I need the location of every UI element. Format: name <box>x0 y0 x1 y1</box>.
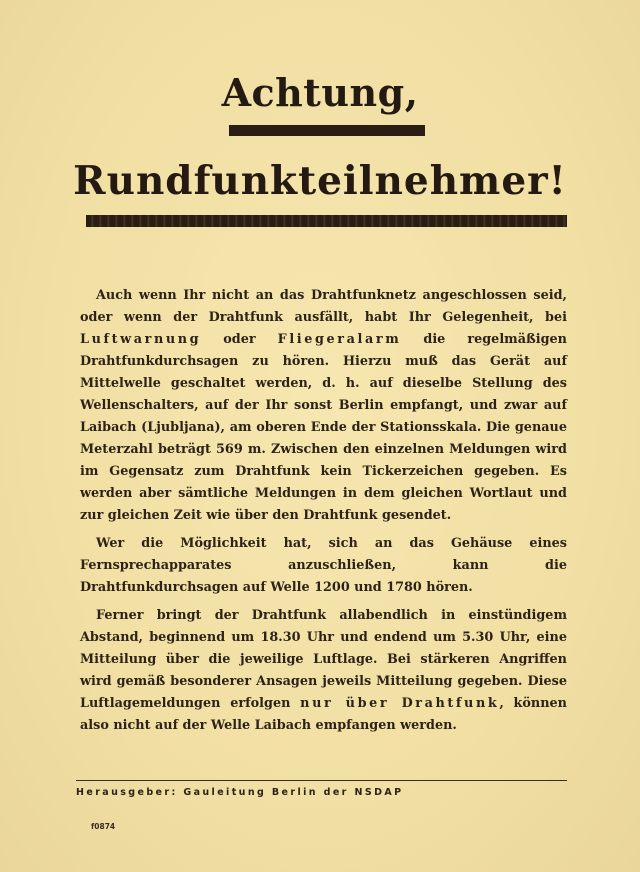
p1-text-c: die regelmäßigen Drahtfunkdurchsagen zu hören. Hierzu muß das Gerät auf Mittelwelle geschaltet werden, d. h. auf dieselbe Stellung des Wellenschalters, auf der Ihr sonst Berlin empfangt, und zwar auf Laibach (Ljubljana), am oberen Ende der Stationsskala. Die genaue Meterzahl beträgt 569 m. Zwischen den einzelnen Meldungen wird im Gegensatz zum Drahtfunk kein Tickerzeichen gegeben. Es werden aber sämtliche Meldungen in dem gleichen Wortlaut und zur gleichen Zeit wie über den Drahtfunk gesendet. <box>80 332 567 523</box>
headline-underline-long <box>86 215 567 227</box>
p1-emphasis-luftwarnung: Luftwarnung <box>80 332 202 347</box>
paragraph-3 <box>80 605 567 737</box>
notice-body <box>80 285 567 743</box>
headline-rundfunkteilnehmer: Rundfunkteilnehmer! <box>73 158 567 204</box>
publisher-line: Herausgeber: Gauleitung Berlin der NSDAP <box>76 787 404 798</box>
paragraph-2: Wer die Möglichkeit hat, sich an das Gehäuse eines Fernsprechapparates anzuschließen, kann die Drahtfunkdurchsagen auf Welle 1200 und 1780 hören. <box>80 536 567 595</box>
p1-text-b: oder <box>201 332 278 347</box>
paragraph-1 <box>80 285 567 527</box>
headline-achtung: Achtung, <box>221 70 419 115</box>
p3-text-a: Ferner bringt der Drahtfunk allabendlich in einstündigem Abstand, beginnend um 18.30 Uhr und endend um 5.30 Uhr, eine Mitteilung über die jeweilige Luftlage. Bei stärkeren Angriffen wird gemäß besonderer Ansagen jeweils Mitteilung gegeben. Diese Luftlagemeldungen erfolgen <box>80 608 567 711</box>
p3-emphasis-drahtfunk: nur über Drahtfunk <box>300 696 500 711</box>
p1-text-a: Auch wenn Ihr nicht an das Drahtfunknetz angeschlossen seid, oder wenn der Drahtfunk ausfällt, habt Ihr Gelegenheit, bei <box>80 288 567 325</box>
p1-emphasis-fliegeralarm: Fliegeralarm <box>277 332 402 347</box>
print-code: f0874 <box>91 822 116 831</box>
headline-underline-short <box>229 125 425 136</box>
p3-text-b: , können also nicht auf der Welle Laibach empfangen werden. <box>80 696 567 733</box>
footer-divider <box>76 780 567 781</box>
